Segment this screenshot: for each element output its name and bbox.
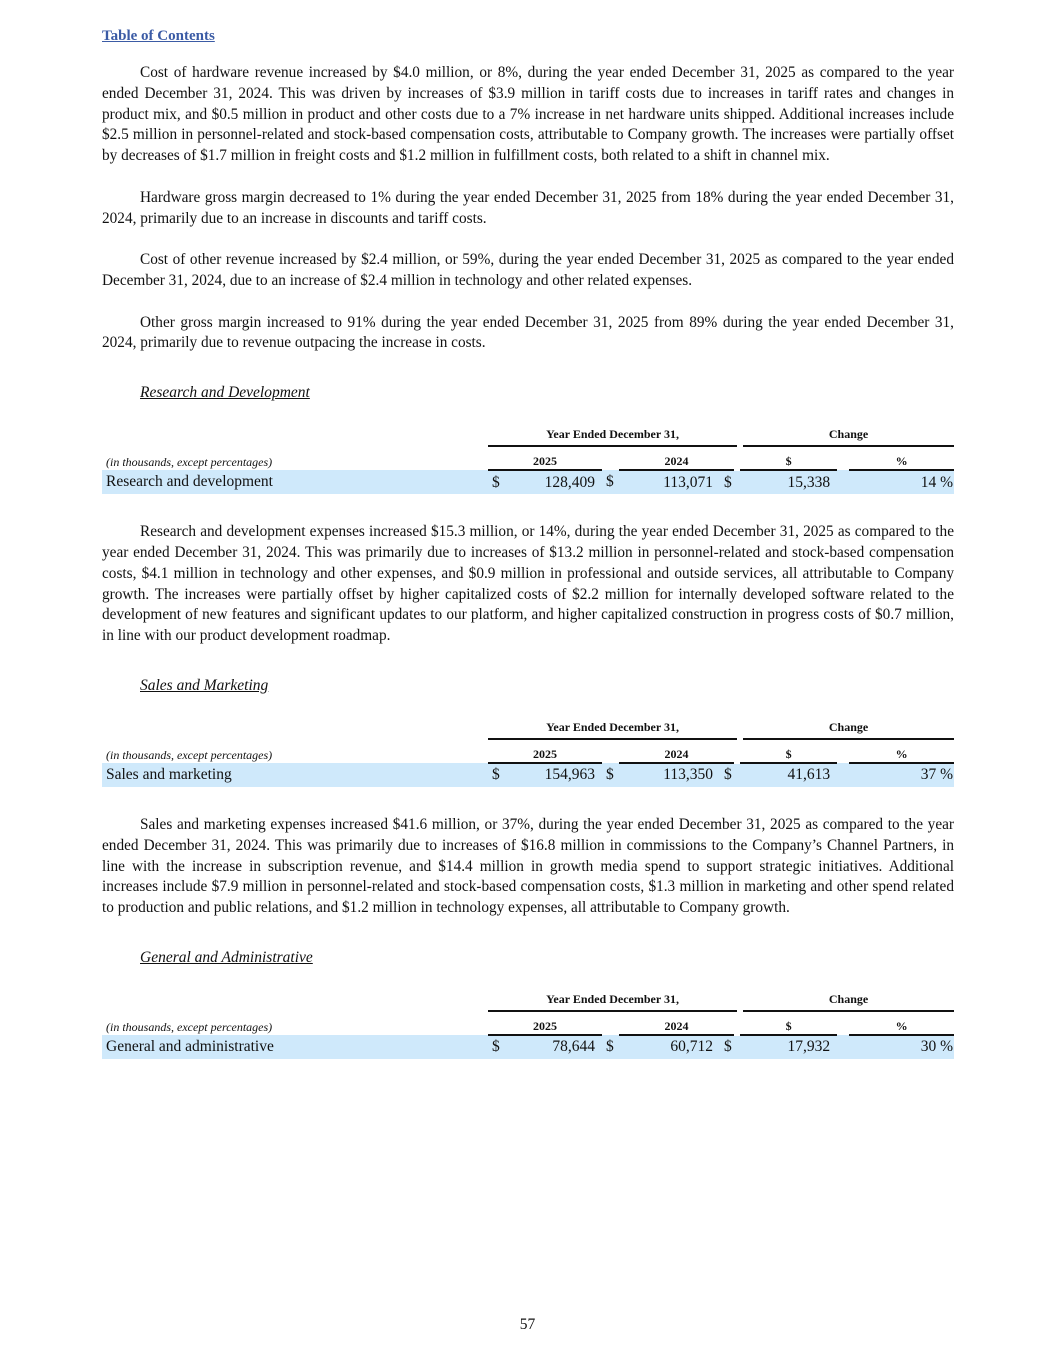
row-label: Sales and marketing	[102, 763, 488, 787]
paragraph-other-margin: Other gross margin increased to 91% during the year ended December 31, 2025 from 89% during the year ended December 31, 2024, primarily due to revenue outpacing the increase in costs.	[102, 313, 954, 352]
value-2024: 113,071	[619, 470, 720, 494]
col-header-pct-change: %	[849, 447, 954, 470]
row-label: Research and development	[102, 470, 488, 494]
currency-symbol: $	[720, 470, 737, 494]
paragraph-hardware-margin: Hardware gross margin decreased to 1% during the year ended December 31, 2025 from 18% during the year ended December 31, 2024, primarily due to an increase in discounts and tariff costs.	[102, 188, 954, 227]
change-group-header: Change	[743, 720, 954, 740]
year-group-header: Year Ended December 31,	[488, 720, 737, 740]
value-2024: 60,712	[619, 1035, 720, 1059]
section-title-sales-marketing: Sales and Marketing	[140, 676, 269, 694]
value-dollar-change: 41,613	[737, 763, 837, 787]
table-row	[102, 470, 954, 494]
value-2024: 113,350	[619, 763, 720, 787]
col-header-2024: 2024	[619, 447, 737, 470]
col-header-dollar-change: $	[737, 447, 837, 470]
value-dollar-change: 15,338	[737, 470, 837, 494]
document-page	[102, 27, 954, 1087]
year-group-header: Year Ended December 31,	[488, 992, 737, 1012]
currency-symbol: $	[720, 1035, 737, 1059]
value-2025: 128,409	[510, 470, 602, 494]
col-header-2024: 2024	[619, 740, 737, 763]
row-label: General and administrative	[102, 1035, 488, 1059]
paragraph-hardware-cost: Cost of hardware revenue increased by $4.0 million, or 8%, during the year ended December 31, 2025 as compared to the year ended December 31, 2024. This was driven by increases of $3.9 million in tariff costs due to increases in tariff rates and changes in product mix, and $0.5 million in product and other costs due to a 7% increase in net hardware units shipped. Additional increases include $2.5 million in personnel-related and stock-based compensation costs, attributable to Company growth. The increases were partially offset by decreases of $1.7 million in freight costs and $1.2 million in fulfillment costs, both related to a shift in channel mix.	[102, 64, 954, 165]
value-pct-change: 30 %	[849, 1035, 954, 1059]
change-group-header: Change	[743, 427, 954, 447]
col-header-pct-change: %	[849, 1012, 954, 1035]
col-header-pct-change: %	[849, 740, 954, 763]
table-of-contents-link[interactable]: Table of Contents	[102, 28, 215, 44]
currency-symbol: $	[488, 470, 510, 494]
units-label: (in thousands, except percentages)	[106, 1019, 273, 1034]
table-row	[102, 1035, 954, 1059]
col-header-2025: 2025	[488, 740, 602, 763]
col-header-2024: 2024	[619, 1012, 737, 1035]
table-research-development	[102, 427, 954, 494]
paragraph-sales-marketing: Sales and marketing expenses increased $41.6 million, or 37%, during the year ended December 31, 2025 as compared to the year ended December 31, 2024. This was primarily due to increases of $16.8 million in commissions to the Company’s Channel Partners, in line with the increase in subscription revenue, and $14.4 million in growth media spend to support strategic initiatives. Additional increases include $7.9 million in personnel-related and stock-based compensation costs, $1.3 million in marketing and other spend related to production and public relations, and $1.2 million in technology expenses, all attributable to Company growth.	[102, 815, 954, 917]
paragraph-research-development: Research and development expenses increased $15.3 million, or 14%, during the year ended December 31, 2025 as compared to the year ended December 31, 2024. This was primarily due to increases of $13.2 million in personnel-related and stock-based compensation costs, $4.1 million in technology and other expenses, and $0.9 million in professional and outside services, all attributable to Company growth. The increases were partially offset by higher capitalized costs of $2.2 million for internally developed software related to the development of new features and significant updates to our platform, and higher capitalized construction in progress costs of $0.7 million, in line with our product development roadmap.	[102, 523, 954, 645]
table-sales-marketing	[102, 720, 954, 787]
currency-symbol: $	[488, 1035, 510, 1059]
currency-symbol: $	[602, 763, 619, 787]
currency-symbol: $	[720, 763, 737, 787]
value-pct-change: 14 %	[849, 470, 954, 494]
value-2025: 78,644	[510, 1035, 602, 1059]
currency-symbol: $	[602, 470, 619, 494]
table-general-administrative	[102, 992, 954, 1059]
value-pct-change: 37 %	[849, 763, 954, 787]
currency-symbol: $	[602, 1035, 619, 1059]
change-group-header: Change	[743, 992, 954, 1012]
col-header-2025: 2025	[488, 1012, 602, 1035]
units-label: (in thousands, except percentages)	[106, 747, 273, 762]
value-2025: 154,963	[510, 763, 602, 787]
section-title-general-administrative: General and Administrative	[140, 948, 313, 966]
table-row	[102, 763, 954, 787]
paragraph-other-cost: Cost of other revenue increased by $2.4 million, or 59%, during the year ended December 31, 2025 as compared to the year ended December 31, 2024, due to an increase of $2.4 million in technology and other related expenses.	[102, 251, 954, 289]
currency-symbol: $	[488, 763, 510, 787]
col-header-dollar-change: $	[737, 740, 837, 763]
units-label: (in thousands, except percentages)	[106, 455, 273, 470]
col-header-dollar-change: $	[737, 1012, 837, 1035]
section-title-research-development: Research and Development	[140, 384, 310, 402]
year-group-header: Year Ended December 31,	[488, 427, 737, 447]
col-header-2025: 2025	[488, 447, 602, 470]
page-number: 57	[519, 1316, 536, 1333]
value-dollar-change: 17,932	[737, 1035, 837, 1059]
